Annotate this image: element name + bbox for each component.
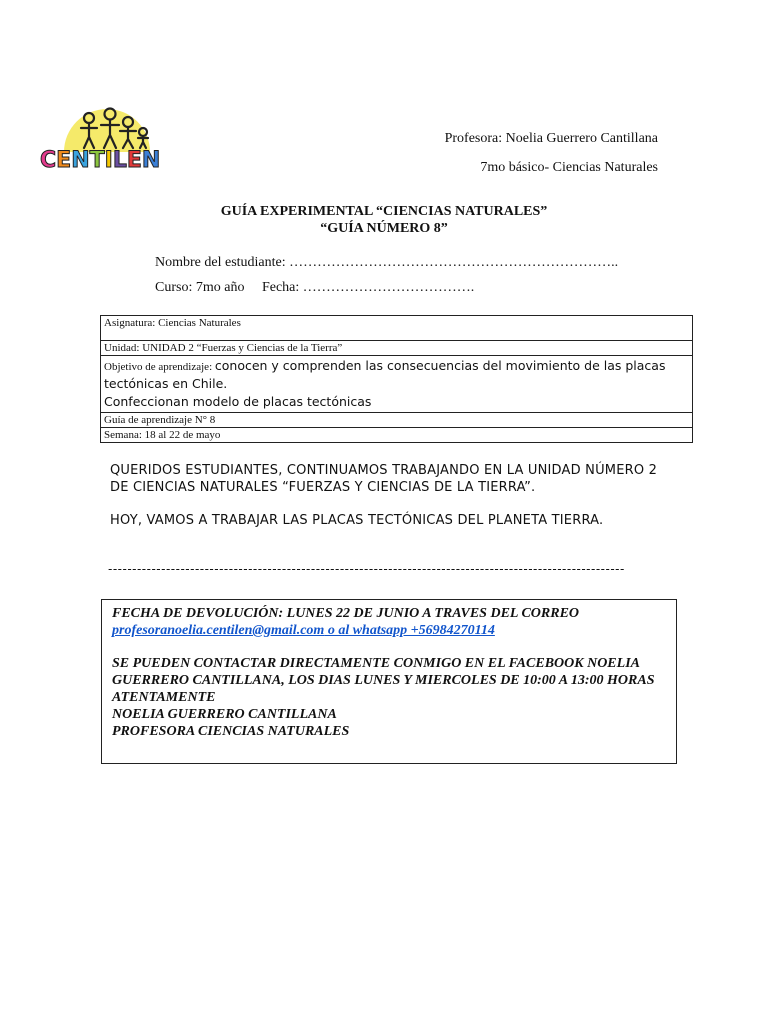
facebook-contact: SE PUEDEN CONTACTAR DIRECTAMENTE CONMIGO EN EL FACEBOOK NOELIA GUERRERO CANTILLANA, LOS DIAS LUNES Y MIERCOLES DE 10:00 A 13:00 HORAS — [112, 656, 655, 688]
logo-wordmark: CENTILEN — [40, 148, 161, 173]
dashed-separator: ----------------------------------------------------------------------------------------------------------- — [108, 562, 625, 576]
objective-text-2: Confeccionan modelo de placas tectónicas — [104, 394, 372, 409]
guide-title: GUÍA EXPERIMENTAL “CIENCIAS NATURALES” — [220, 204, 548, 219]
guide-number-cell: Guía de aprendizaje N° 8 — [101, 413, 693, 428]
unit-cell: Unidad: UNIDAD 2 “Fuerzas y Ciencias de la Tierra” — [101, 341, 693, 356]
intro-paragraph-1: QUERIDOS ESTUDIANTES, CONTINUAMOS TRABAJANDO EN LA UNIDAD NÚMERO 2 DE CIENCIAS NATURALES “FUERZAS Y CIENCIAS DE LA TIERRA”. — [110, 463, 658, 495]
signature-role: PROFESORA CIENCIAS NATURALES — [112, 724, 350, 739]
student-name-label: Nombre del estudiante: — [155, 255, 286, 270]
objective-text: conocen y comprenden las consecuencias del movimiento de las placas tectónicas en Chile. — [104, 358, 666, 391]
email-link[interactable]: profesoranoelia.centilen@gmail.com — [112, 623, 325, 638]
course-date-field — [155, 280, 474, 296]
teacher-name: Profesora: Noelia Guerrero Cantillana — [444, 131, 658, 146]
student-name-field — [155, 255, 618, 271]
guide-info-table — [100, 315, 693, 443]
return-notice-box — [101, 599, 677, 764]
course-subject: 7mo básico- Ciencias Naturales — [480, 160, 658, 175]
course-label: Curso: 7mo año — [155, 280, 245, 295]
signature-name: NOELIA GUERRERO CANTILLANA — [112, 707, 337, 722]
date-dots: ………………………………. — [302, 280, 475, 295]
guide-number-title: “GUÍA NÚMERO 8” — [320, 221, 448, 236]
whatsapp-contact: o al whatsapp +56984270114 — [324, 623, 495, 638]
subject-cell: Asignatura: Ciencias Naturales — [101, 316, 693, 341]
objective-label: Objetivo de aprendizaje: — [104, 361, 213, 373]
regards: ATENTAMENTE — [112, 690, 216, 705]
objective-cell — [101, 356, 693, 413]
intro-text — [110, 462, 670, 545]
week-cell: Semana: 18 al 22 de mayo — [101, 428, 693, 443]
contact-line — [112, 622, 666, 639]
student-name-dots: …………………………………………………………….. — [289, 255, 619, 270]
date-label: Fecha: — [261, 280, 300, 295]
intro-paragraph-2: HOY, VAMOS A TRABAJAR LAS PLACAS TECTÓNICAS DEL PLANETA TIERRA. — [110, 513, 604, 528]
return-date: FECHA DE DEVOLUCIÓN: LUNES 22 DE JUNIO A TRAVES DEL CORREO — [112, 606, 580, 621]
